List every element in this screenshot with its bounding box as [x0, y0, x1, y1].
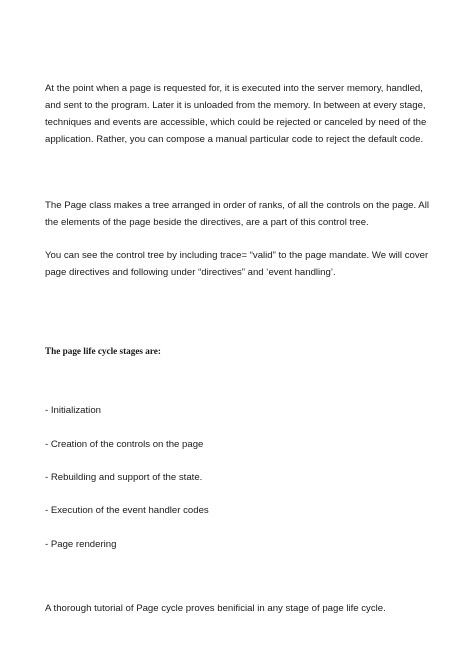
stage-item: - Execution of the event handler codes [45, 505, 209, 516]
stage-item: - Page rendering [45, 539, 117, 550]
paragraph-1-line-1: At the point when a page is requested for, it is executed into the server memory, handled, [45, 83, 423, 94]
paragraph-1-line-3: techniques and events are accessible, which could be rejected or canceled by need of the [45, 117, 427, 128]
paragraph-2-line-2: the elements of the page beside the directives, are a part of this control tree. [45, 217, 369, 228]
paragraph-1-line-4: application. Rather, you can compose a manual particular code to reject the default code. [45, 134, 424, 145]
stage-item: - Rebuilding and support of the state. [45, 472, 203, 483]
closing-sentence: A thorough tutorial of Page cycle proves benificial in any stage of page life cycle. [45, 603, 386, 614]
paragraph-3-line-1: You can see the control tree by including trace= “valid” to the page mandate. We will cover [45, 250, 429, 261]
stages-heading: The page life cycle stages are: [45, 346, 161, 356]
paragraph-1-line-2: and sent to the program. Later it is unloaded from the memory. In between at every stage, [45, 100, 426, 111]
stage-item: - Initialization [45, 405, 101, 416]
stage-item: - Creation of the controls on the page [45, 439, 204, 450]
paragraph-2-line-1: The Page class makes a tree arranged in order of ranks, of all the controls on the page. All [45, 200, 429, 211]
paragraph-3-line-2: page directives and following under “directives” and ‘event handling’. [45, 267, 336, 278]
